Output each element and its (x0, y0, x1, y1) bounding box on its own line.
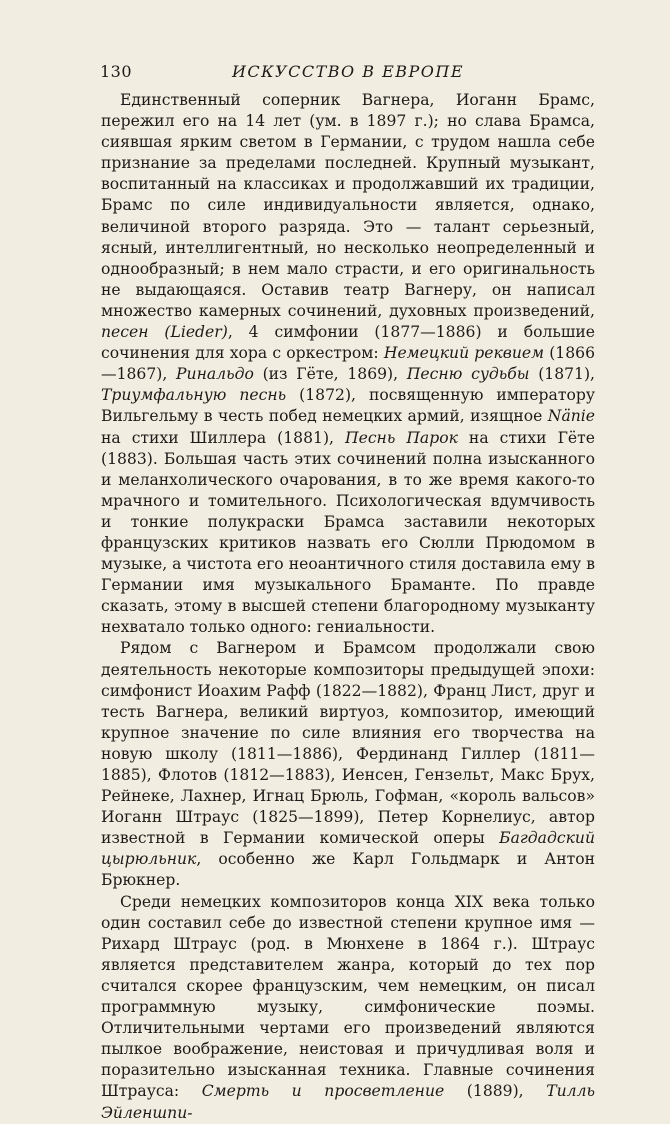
body-text (101, 90, 595, 1124)
italic-title: Ринальдо (176, 365, 254, 384)
text-run: (1889), (444, 1082, 547, 1101)
italic-title: Тилль Эйленшпи- (101, 1082, 595, 1122)
italic-title: Песнь Парок (345, 428, 458, 447)
text-run: (1871), (529, 365, 595, 384)
italic-title: Багдадский цырюльник (101, 829, 595, 869)
text-run: Единственный соперник Вагнера, Иоганн Брамс, пережил его на 14 лет (ум. в 1897 г.); но слава Брамса, сиявшая ярким светом в Германии, с трудом нашла себе признание за пределами последней. Крупный музыкант, воспитанный на классиках и продолжавший их традиции, Брамс по силе индивидуальности является, однако, величиной второго разряда. Это — талант серьезный, ясный, интеллигентный, но несколько неопределенный и однообразный; в нем мало страсти, и его оригинальность не выдающаяся. Оставив театр Вагнеру, он написал множество камерных сочинений, духовных произведений, (101, 91, 595, 320)
page-number: 130 (100, 62, 133, 81)
text-run: , особенно же Карл Гольдмарк и Антон Брюкнер. (101, 850, 595, 890)
italic-title: Nänie (547, 407, 595, 426)
text-run: на стихи Гёте (1883). Большая часть этих сочинений полна изысканного и меланхолического очарования, в то же время какого-то мрачного и томительного. Психологическая вдумчивость и тонкие полукраски Брамса заставили некоторых французских критиков назвать его Сюлли Прюдомом в музыке, а чистота его неоантичного стиля доставила ему в Германии имя музыкального Браманте. По правде сказать, этому в высшей степени благородному музыканту нехватало только одного: гениальности. (101, 428, 595, 637)
page-header (100, 62, 596, 84)
paragraph-3 (101, 892, 595, 1124)
italic-title: Смерть и просветление (201, 1082, 445, 1101)
running-title: ИСКУССТВО В ЕВРОПЕ (231, 62, 465, 81)
italic-title: песен (Lieder) (101, 323, 228, 342)
text-run: (1872), посвященную императору Вильгельму в честь побед немецких армий, изящное (101, 386, 596, 426)
italic-title: Песню судьбы (406, 365, 530, 384)
text-run: Среди немецких композиторов конца XIX века только один составил себе до известной степени крупное имя — Рихард Штраус (род. в Мюнхене в 1864 г.). Штраус является представителем жанра, который до тех пор считался скорее французским, чем немецким, он писал программную музыку, симфонические поэмы. Отличительными чертами его произведений являются пылкое воображение, неистовая и причудливая воля и поразительно изысканная техника. Главные сочинения Штрауса: (101, 892, 595, 1101)
italic-title: Немецкий реквием (383, 344, 545, 363)
text-run: Рядом с Вагнером и Брамсом продолжали свою деятельность некоторые композиторы предыдущей эпохи: симфонист Иоахим Рафф (1822—1882), Франц Лист, друг и тесть Вагнера, великий виртуоз, композитор, имеющий крупное значение по силе влияния его творчества на новую школу (1811—1886), Фердинанд Гиллер (1811—1885), Флотов (1812—1883), Иенсен, Гензельт, Макс Брух, Рейнеке, Лахнер, Игнац Брюль, Гофман, «король вальсов» Иоганн Штраус (1825—1899), Петер Корнелиус, автор известной в Германии комической оперы (101, 639, 595, 848)
text-run: (1866—1867), (101, 344, 595, 384)
text-run: на стихи Шиллера (1881), (101, 428, 345, 447)
text-run: (из Гёте, 1869), (253, 365, 407, 384)
paragraph-2 (101, 638, 595, 891)
paragraph-1 (101, 90, 595, 638)
italic-title: Триумфальную песнь (101, 386, 287, 405)
text-run: , 4 симфонии (1877—1886) и большие сочинения для хора с оркестром: (101, 323, 595, 363)
